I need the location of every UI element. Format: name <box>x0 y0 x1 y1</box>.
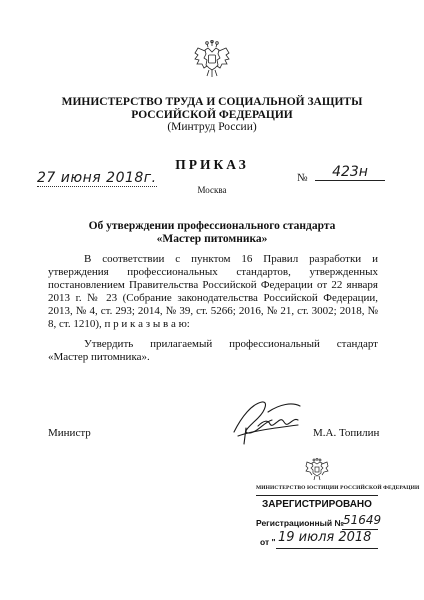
stamp-date: 19 июля 2018 <box>278 530 372 545</box>
heading-line1: Об утверждении профессионального стандарта <box>88 220 336 232</box>
signer-role: Министр <box>48 427 91 439</box>
coat-of-arms-icon <box>192 40 232 84</box>
stamp-organization: МИНИСТЕРСТВО ЮСТИЦИИ РОССИЙСКОЙ ФЕДЕРАЦИИ <box>256 485 420 491</box>
stamp-reg-number: 51649 <box>343 513 382 527</box>
body-paragraph-2-line1: Утвердить прилагаемый профессиональный стандарт <box>84 338 378 350</box>
order-date: 27 июня 2018г. <box>37 170 157 186</box>
ministry-line2: РОССИЙСКОЙ ФЕДЕРАЦИИ <box>131 108 293 121</box>
order-heading <box>0 220 424 245</box>
ministry-header <box>0 96 424 121</box>
signature-icon <box>228 398 314 446</box>
signer-name: М.А. Топилин <box>313 427 380 439</box>
ministry-short-name: (Минтруд России) <box>167 121 257 133</box>
order-number: 423н <box>315 164 385 181</box>
heading-line2: «Мастер питомника» <box>156 232 268 245</box>
ministry-line1: МИНИСТЕРСТВО ТРУДА И СОЦИАЛЬНОЙ ЗАЩИТЫ <box>61 96 363 108</box>
stamp-date-prefix: от " <box>260 537 276 547</box>
order-city: Москва <box>197 185 227 195</box>
order-number-label: № <box>297 172 308 184</box>
stamp-status: ЗАРЕГИСТРИРОВАНО <box>262 499 372 510</box>
stamp-reg-label: Регистрационный № <box>256 518 344 528</box>
order-title: ПРИКАЗ <box>175 157 249 172</box>
stamp-emblem-icon <box>304 458 330 482</box>
body-paragraph-2-line2: «Мастер питомника». <box>48 351 150 363</box>
body-paragraph-1: В соответствии с пунктом 16 Правил разработки и утверждения профессиональных стандартов, утвержденных постановлением Правительства Российской Федерации от 22 января 2013 г. № 23 (Собрание законодательства Российской Федерации, 2013, № 4, ст. 293; 2014, № 39, ст. 5266; 2016, № 21, ст. 3002; 2018, № 8, ст. 1210), п р и к а з ы в а ю: <box>48 253 378 330</box>
